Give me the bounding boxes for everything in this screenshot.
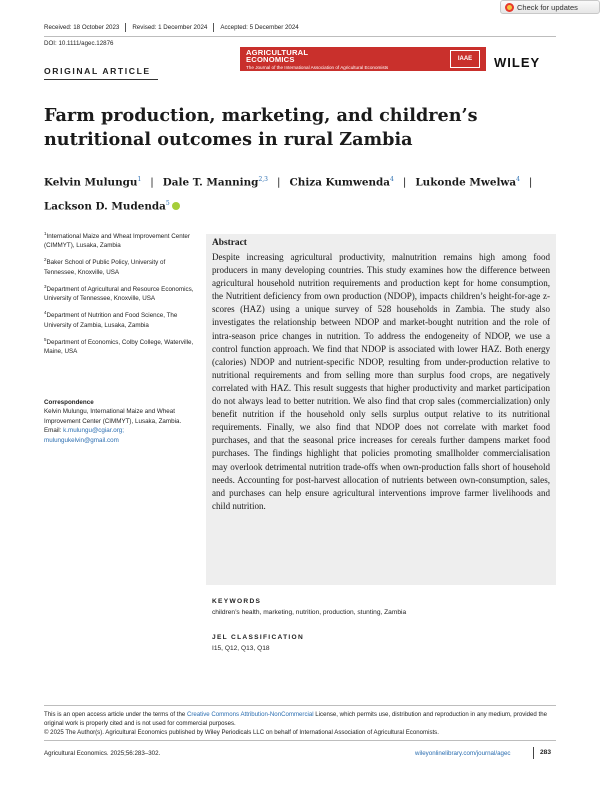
email-link[interactable]: k.mulungu@cgiar.org;: [63, 427, 125, 435]
affiliations: [44, 229, 194, 361]
check-for-updates-label: Check for updates: [517, 2, 578, 12]
affiliation-item: $^1$International Maize and Wheat Improvement Center (CIMMYT), Lusaka, Zambia: [44, 231, 190, 250]
keywords-heading: KEYWORDS: [212, 598, 262, 605]
article-type-underline: [44, 79, 158, 80]
affiliation-item: $^3$Department of Agricultural and Resource Economics, University of Tennessee, Knoxville, USA: [44, 283, 194, 303]
publisher-logo: WILEY: [494, 55, 541, 70]
journal-citation: Agricultural Economics. 2025;56:283–302.: [44, 750, 161, 757]
orcid-icon[interactable]: [172, 202, 180, 210]
author-name[interactable]: Dale T. Manning: [162, 176, 259, 189]
license-link[interactable]: Creative Commons Attribution-NonCommercial: [186, 711, 314, 718]
revised-date: Revised: 1 December 2024: [132, 24, 208, 31]
journal-name-line1: AGRICULTURAL: [246, 47, 309, 57]
email-link[interactable]: mulungukelvin@gmail.com: [44, 436, 119, 444]
email-label: Email:: [44, 427, 62, 435]
abstract-box: [206, 234, 556, 585]
author-affiliation-ref[interactable]: 4: [390, 176, 394, 183]
doi: DOI: 10.1111/agec.12876: [44, 40, 114, 47]
journal-url-link[interactable]: wileyonlinelibrary.com/journal/agec: [415, 750, 511, 757]
received-date: Received: 18 October 2023: [44, 24, 120, 31]
accepted-date: Accepted: 5 December 2024: [220, 24, 299, 31]
copyright-notice: © 2025 The Author(s). Agricultural Economics published by Wiley Periodicals LLC on behalf of International Association of Agricultural Economists.: [44, 729, 439, 736]
header-divider: [44, 36, 556, 37]
author-affiliation-ref[interactable]: 4: [516, 176, 520, 183]
author-name[interactable]: Lackson D. Mudenda: [44, 200, 166, 213]
article-title: Farm production, marketing, and children’s nutritional outcomes in rural Zambia: [44, 105, 478, 150]
journal-name-line2: ECONOMICS: [246, 55, 295, 64]
keywords-text: children’s health, marketing, nutrition, production, stunting, Zambia: [212, 609, 407, 616]
affiliation-item: $^4$Department of Nutrition and Food Science, The University of Zambia, Lusaka, Zambia: [44, 310, 178, 329]
author-separator: |: [402, 176, 407, 189]
affiliation-item: $^5$Department of Economics, Colby College, Waterville, Maine, USA: [44, 336, 194, 356]
footer-divider: [44, 740, 556, 741]
license-notice: This is an open access article under the terms of the Creative Commons Attribution-NonCommercial License, which permits use, distribution and reproduction in any medium, provided the original work is properly cited and is not used for commercial purposes.: [44, 711, 547, 727]
correspondence: [44, 398, 194, 445]
author-name[interactable]: Chiza Kumwenda: [289, 176, 390, 189]
journal-banner: [240, 47, 486, 71]
affiliation-item: $^2$Baker School of Public Policy, University of Tennessee, Knoxville, USA: [44, 257, 166, 276]
jel-text: I15, Q12, Q13, Q18: [212, 645, 270, 652]
abstract-heading: Abstract: [212, 238, 247, 248]
author-affiliation-ref[interactable]: 1: [137, 176, 142, 183]
author-name[interactable]: Kelvin Mulungu: [44, 176, 138, 189]
author-separator: |: [277, 176, 281, 189]
author-affiliation-ref[interactable]: 5: [165, 200, 170, 208]
date-separator: [125, 23, 126, 32]
check-for-updates-button[interactable]: [500, 0, 600, 14]
abstract-text: Despite increasing agricultural productivity, malnutrition remains high among food producers in many developing countries. This study examines how the difference between agricultural household nutrition requirements and production kept for home consumption, the Nutritient deficiency from own production (NDOP), impacts children’s height-for-age z-scores (HAZ) using a unique survey of 528 households in Zambia. The study also investigates the relationship between NDOP and market-bought nutrition and the role of intra-season price changes in nutrition. To address the endogeneity of NDOP, we use a control function approach. We find that NDOP is associated with lower HAZ. Both energy (calories) NDOP and nutrient-specific NDOP, resulting from under-production relative to nutritional requirements and from selling more than surplus food crops, are negatively correlated with HAZ. This result suggests that higher productivity and market participation do not always lead to better nutrition. We also find that crop sales (commercialization) only benefit nutrition if the household only sells surplus output relative to its nutritional requirements. Finally, we also find that NDOP does not correlate with market food purchases, and that the seasonal price increases for cereals further dampens market food purchases. The findings highlight that policies promoting smallholder commercialisation may overlook detrimental nutrition trade-offs when own-production falls short of household needs. Accounting for post-harvest allocation of nutrients between own-consumption, sales, and purchases can help ensure agricultural interventions improve farmer livelihoods and child nutrition.: [212, 252, 550, 511]
journal-subtitle: The Journal of the International Association of Agricultural Economists: [246, 64, 389, 70]
article-type: ORIGINAL ARTICLE: [44, 66, 151, 76]
date-separator: [213, 23, 214, 32]
page-number: 283: [540, 749, 552, 756]
society-logo: IAAE: [450, 50, 480, 68]
author-list: [44, 169, 564, 218]
article-dates: [44, 23, 299, 32]
author-name[interactable]: Lukonde Mwelwa: [415, 176, 517, 189]
page-number-separator: [533, 747, 534, 759]
footer-divider: [44, 705, 556, 706]
author-affiliation-ref[interactable]: 2,3: [258, 176, 268, 183]
author-separator: |: [528, 176, 533, 189]
crossmark-icon: [505, 3, 514, 12]
jel-heading: JEL CLASSIFICATION: [212, 634, 305, 641]
correspondence-heading: Correspondence: [44, 399, 94, 406]
correspondence-body: Kelvin Mulungu, International Maize and Wheat Improvement Center (CIMMYT), Lusaka, Zambia.: [44, 408, 182, 425]
author-separator: |: [150, 176, 154, 189]
